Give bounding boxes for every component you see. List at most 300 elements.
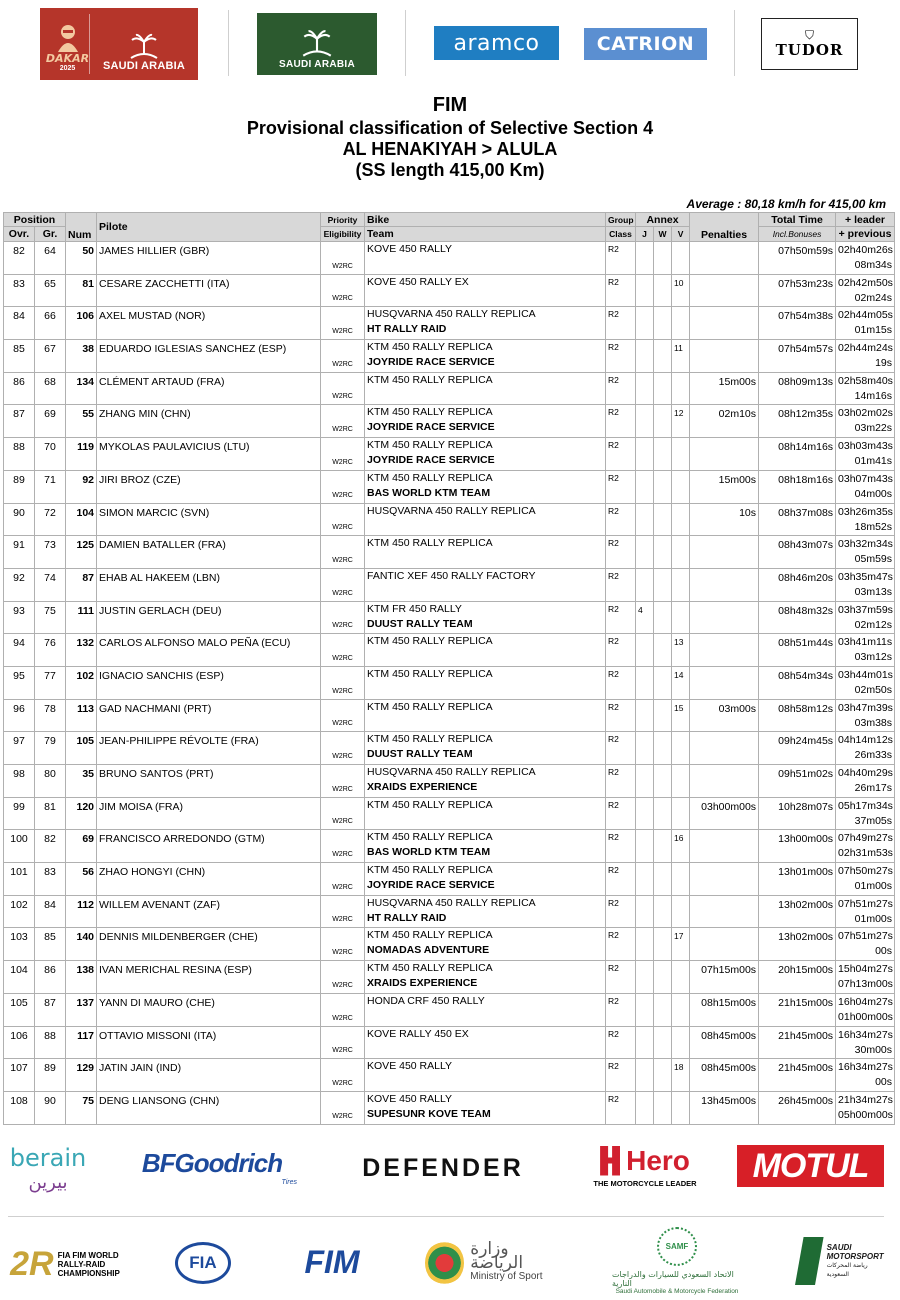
cell-priority: W2RC xyxy=(321,765,365,798)
cell-annex-j xyxy=(636,568,654,601)
cell-bike: HUSQVARNA 450 RALLY REPLICA xyxy=(367,504,536,517)
table-row xyxy=(4,503,895,536)
cell-annex-j xyxy=(636,438,654,471)
cell-penalties: 08h45m00s xyxy=(690,1059,759,1092)
cell-group-class: R2 xyxy=(606,340,636,373)
cell-priority: W2RC xyxy=(321,242,365,275)
cell-priority: W2RC xyxy=(321,699,365,732)
cell-gaps xyxy=(836,732,895,765)
cell-gap-leader: 03h07m43s xyxy=(838,472,893,485)
cell-annex-w xyxy=(654,438,672,471)
cell-penalties xyxy=(690,666,759,699)
table-row xyxy=(4,895,895,928)
cell-number: 134 xyxy=(66,372,97,405)
table-row xyxy=(4,568,895,601)
cell-bike-team xyxy=(365,536,606,569)
cell-gap-previous: 01m00s xyxy=(854,912,893,925)
cell-group-class: R2 xyxy=(606,405,636,438)
cell-annex-j xyxy=(636,242,654,275)
cell-team: XRAIDS EXPERIENCE xyxy=(367,977,478,990)
cell-gap-leader: 04h40m29s xyxy=(838,767,893,779)
cell-penalties xyxy=(690,242,759,275)
cell-bike: KTM 450 RALLY REPLICA xyxy=(367,537,493,550)
cell-number: 106 xyxy=(66,307,97,340)
cell-gap-previous: 01m00s xyxy=(854,880,893,893)
cell-group-class: R2 xyxy=(606,372,636,405)
cell-gap-previous: 02m50s xyxy=(854,683,893,696)
w2rc-line2: RALLY-RAID xyxy=(57,1259,106,1269)
dakar-country: SAUDI ARABIA xyxy=(102,60,186,72)
cell-annex-j xyxy=(636,634,654,667)
cell-number: 117 xyxy=(66,1026,97,1059)
cell-penalties: 02m10s xyxy=(690,405,759,438)
cell-total-time: 09h24m45s xyxy=(759,732,836,765)
cell-bike-team xyxy=(365,634,606,667)
cell-bike-team xyxy=(365,961,606,994)
cell-bike-team xyxy=(365,340,606,373)
cell-bike: KTM 450 RALLY REPLICA xyxy=(367,831,493,844)
sponsor-logos xyxy=(0,1125,900,1300)
cell-total-time: 21h15m00s xyxy=(759,993,836,1026)
tudor-text: TUDOR xyxy=(775,41,844,59)
average-speed: Average : 80,18 km/h for 415,00 km xyxy=(686,197,886,211)
cell-annex-v xyxy=(672,568,690,601)
cell-penalties xyxy=(690,732,759,765)
cell-group-class: R2 xyxy=(606,666,636,699)
cell-team: XRAIDS EXPERIENCE xyxy=(367,781,478,793)
cell-team: DUUST RALLY TEAM xyxy=(367,748,473,761)
divider xyxy=(405,10,406,76)
dakar-year: 2025 xyxy=(59,65,76,72)
fim-logo: FIM xyxy=(304,1243,360,1280)
cell-number: 50 xyxy=(66,242,97,275)
table-row xyxy=(4,438,895,471)
cell-gap-leader: 03h35m47s xyxy=(838,570,893,583)
cell-group-class: R2 xyxy=(606,274,636,307)
cell-total-time: 08h12m35s xyxy=(759,405,836,438)
cell-bike-team xyxy=(365,470,606,503)
cell-overall-position: 102 xyxy=(4,895,35,928)
cell-bike-team xyxy=(365,307,606,340)
cell-group-position: 75 xyxy=(35,601,66,634)
cell-overall-position: 100 xyxy=(4,830,35,863)
header-position: Position xyxy=(4,213,66,227)
cell-annex-w xyxy=(654,536,672,569)
cell-gaps xyxy=(836,666,895,699)
cell-overall-position: 106 xyxy=(4,1026,35,1059)
cell-group-class: R2 xyxy=(606,765,636,798)
divider xyxy=(228,10,229,76)
cell-bike: HONDA CRF 450 RALLY xyxy=(367,994,485,1007)
cell-gaps xyxy=(836,634,895,667)
cell-annex-j xyxy=(636,993,654,1026)
cell-gaps xyxy=(836,372,895,405)
cell-penalties xyxy=(690,307,759,340)
cell-annex-v xyxy=(672,536,690,569)
cell-overall-position: 98 xyxy=(4,765,35,798)
cell-annex-j xyxy=(636,1059,654,1092)
cell-number: 119 xyxy=(66,438,97,471)
cell-gap-previous: 03m38s xyxy=(854,716,893,729)
cell-gaps xyxy=(836,274,895,307)
catrion-logo: CATRION xyxy=(584,28,707,60)
cell-pilot: CESARE ZACCHETTI (ITA) xyxy=(97,274,321,307)
cell-group-position: 74 xyxy=(35,568,66,601)
cell-number: 75 xyxy=(66,1091,97,1124)
table-row xyxy=(4,372,895,405)
cell-gap-leader: 03h26m35s xyxy=(838,505,893,518)
table-row xyxy=(4,340,895,373)
cell-group-class: R2 xyxy=(606,1091,636,1124)
cell-overall-position: 103 xyxy=(4,928,35,961)
cell-annex-w xyxy=(654,634,672,667)
table-row xyxy=(4,928,895,961)
organization-title: FIM xyxy=(432,94,468,116)
table-row xyxy=(4,765,895,798)
cell-bike: KTM 450 RALLY REPLICA xyxy=(367,635,493,648)
cell-pilot: JUSTIN GERLACH (DEU) xyxy=(97,601,321,634)
cell-pilot: ZHAO HONGYI (CHN) xyxy=(97,863,321,896)
cell-priority: W2RC xyxy=(321,372,365,405)
cell-priority: W2RC xyxy=(321,732,365,765)
cell-number: 105 xyxy=(66,732,97,765)
cell-pilot: JATIN JAIN (IND) xyxy=(97,1059,321,1092)
berain-logo xyxy=(8,1133,88,1203)
dakar-word: DAKAR xyxy=(45,52,90,65)
cell-bike-team xyxy=(365,863,606,896)
cell-bike: KTM 450 RALLY REPLICA xyxy=(367,700,493,713)
cell-priority: W2RC xyxy=(321,863,365,896)
cell-annex-j: 4 xyxy=(636,601,654,634)
cell-gap-previous: 01m41s xyxy=(854,455,893,468)
cell-overall-position: 107 xyxy=(4,1059,35,1092)
cell-group-position: 64 xyxy=(35,242,66,275)
table-row xyxy=(4,274,895,307)
cell-priority: W2RC xyxy=(321,307,365,340)
cell-overall-position: 86 xyxy=(4,372,35,405)
w2rc-mark: 2R xyxy=(10,1244,54,1283)
cell-group-class: R2 xyxy=(606,634,636,667)
cell-gap-leader: 02h40m26s xyxy=(838,244,893,256)
cell-gaps xyxy=(836,863,895,896)
cell-priority: W2RC xyxy=(321,503,365,536)
cell-annex-w xyxy=(654,568,672,601)
cell-overall-position: 105 xyxy=(4,993,35,1026)
table-row xyxy=(4,993,895,1026)
cell-group-position: 79 xyxy=(35,732,66,765)
cell-group-class: R2 xyxy=(606,536,636,569)
cell-group-position: 68 xyxy=(35,372,66,405)
cell-bike: KTM FR 450 RALLY xyxy=(367,602,462,615)
cell-priority: W2RC xyxy=(321,1026,365,1059)
cell-pilot: SIMON MARCIC (SVN) xyxy=(97,503,321,536)
cell-annex-w xyxy=(654,993,672,1026)
cell-priority: W2RC xyxy=(321,1059,365,1092)
cell-gaps xyxy=(836,470,895,503)
cell-annex-w xyxy=(654,470,672,503)
hero-logo xyxy=(590,1137,700,1195)
cell-annex-v xyxy=(672,307,690,340)
cell-gap-previous: 02h31m53s xyxy=(838,847,893,860)
cell-overall-position: 108 xyxy=(4,1091,35,1124)
cell-group-position: 84 xyxy=(35,895,66,928)
tudor-logo xyxy=(761,18,858,70)
cell-gap-leader: 02h44m24s xyxy=(838,342,893,355)
ministry-of-sport-logo xyxy=(425,1237,565,1289)
cell-annex-v xyxy=(672,601,690,634)
cell-penalties: 10s xyxy=(690,503,759,536)
cell-priority: W2RC xyxy=(321,340,365,373)
cell-bike: KOVE RALLY 450 EX xyxy=(367,1027,469,1040)
cell-group-position: 83 xyxy=(35,863,66,896)
samf-emblem: SAMF xyxy=(657,1227,697,1266)
cell-number: 112 xyxy=(66,895,97,928)
cell-number: 137 xyxy=(66,993,97,1026)
cell-gap-leader: 07h51m27s xyxy=(838,897,893,910)
cell-bike: KTM 450 RALLY REPLICA xyxy=(367,733,493,746)
cell-annex-v xyxy=(672,503,690,536)
cell-bike-team xyxy=(365,993,606,1026)
cell-group-position: 71 xyxy=(35,470,66,503)
palm-swords-icon xyxy=(127,32,161,60)
cell-pilot: JIRI BROZ (CZE) xyxy=(97,470,321,503)
cell-annex-v xyxy=(672,242,690,275)
cell-annex-j xyxy=(636,765,654,798)
cell-bike: KOVE 450 RALLY xyxy=(367,243,453,255)
cell-bike-team xyxy=(365,732,606,765)
cell-group-position: 77 xyxy=(35,666,66,699)
cell-total-time: 07h54m57s xyxy=(759,340,836,373)
header-annex: Annex xyxy=(636,213,690,227)
cell-number: 81 xyxy=(66,274,97,307)
defender-logo: DEFENDER xyxy=(362,1153,524,1182)
cell-bike-team xyxy=(365,242,606,275)
ministry-emblem-icon xyxy=(425,1241,464,1285)
cell-overall-position: 101 xyxy=(4,863,35,896)
cell-gap-leader: 02h42m50s xyxy=(838,276,893,289)
cell-pilot: CLÉMENT ARTAUD (FRA) xyxy=(97,372,321,405)
cell-group-position: 72 xyxy=(35,503,66,536)
cell-annex-w xyxy=(654,765,672,798)
cell-annex-j xyxy=(636,732,654,765)
smsp-line3: رياضة المحركات السعودية xyxy=(826,1262,868,1278)
cell-annex-v: 17 xyxy=(672,928,690,961)
cell-gap-previous: 03m13s xyxy=(854,585,893,598)
fia-text: FIA xyxy=(175,1242,231,1284)
cell-pilot: EHAB AL HAKEEM (LBN) xyxy=(97,568,321,601)
cell-gap-previous: 03m12s xyxy=(854,651,893,664)
cell-number: 140 xyxy=(66,928,97,961)
cell-gaps xyxy=(836,895,895,928)
fia-logo xyxy=(173,1240,233,1286)
header-class: Class xyxy=(606,227,636,242)
cell-team: NOMADAS ADVENTURE xyxy=(367,944,490,957)
bfgoodrich-sub: Tires xyxy=(281,1179,297,1186)
cell-annex-w xyxy=(654,863,672,896)
cell-gaps xyxy=(836,438,895,471)
cell-pilot: DENG LIANSONG (CHN) xyxy=(97,1091,321,1124)
saudi-arabia-text: SAUDI ARABIA xyxy=(278,59,355,70)
cell-pilot: DENNIS MILDENBERGER (CHE) xyxy=(97,928,321,961)
cell-group-position: 70 xyxy=(35,438,66,471)
cell-group-position: 85 xyxy=(35,928,66,961)
cell-team: BAS WORLD KTM TEAM xyxy=(367,846,491,859)
table-row xyxy=(4,830,895,863)
cell-total-time: 08h14m16s xyxy=(759,438,836,471)
cell-annex-w xyxy=(654,601,672,634)
cell-number: 102 xyxy=(66,666,97,699)
cell-bike: HUSQVARNA 450 RALLY REPLICA xyxy=(367,308,536,321)
cell-gap-previous: 00s xyxy=(875,945,893,958)
cell-gap-leader: 02h44m05s xyxy=(838,309,893,322)
header-row xyxy=(4,213,895,227)
cell-number: 69 xyxy=(66,830,97,863)
ss-length: (SS length 415,00 Km) xyxy=(355,160,545,180)
cell-penalties xyxy=(690,601,759,634)
cell-total-time: 07h50m59s xyxy=(759,242,836,275)
cell-gap-previous: 08m34s xyxy=(854,259,893,271)
cell-pilot: AXEL MUSTAD (NOR) xyxy=(97,307,321,340)
cell-gaps xyxy=(836,1091,895,1124)
cell-penalties xyxy=(690,274,759,307)
cell-bike-team xyxy=(365,372,606,405)
cell-annex-v: 12 xyxy=(672,405,690,438)
cell-bike: KTM 450 RALLY REPLICA xyxy=(367,864,493,877)
cell-group-class: R2 xyxy=(606,242,636,275)
smsp-line1: SAUDI xyxy=(826,1243,852,1252)
cell-pilot: BRUNO SANTOS (PRT) xyxy=(97,765,321,798)
cell-pilot: EDUARDO IGLESIAS SANCHEZ (ESP) xyxy=(97,340,321,373)
cell-annex-w xyxy=(654,307,672,340)
cell-number: 125 xyxy=(66,536,97,569)
cell-number: 138 xyxy=(66,961,97,994)
cell-group-position: 76 xyxy=(35,634,66,667)
cell-annex-j xyxy=(636,470,654,503)
cell-annex-j xyxy=(636,307,654,340)
cell-team: SUPESUNR KOVE TEAM xyxy=(367,1107,491,1120)
table-row xyxy=(4,797,895,830)
cell-group-position: 78 xyxy=(35,699,66,732)
cell-number: 92 xyxy=(66,470,97,503)
cell-group-class: R2 xyxy=(606,699,636,732)
cell-priority: W2RC xyxy=(321,536,365,569)
header-num: Num xyxy=(66,213,97,242)
cell-gap-leader: 07h50m27s xyxy=(838,865,893,878)
cell-annex-j xyxy=(636,928,654,961)
dakar-logo xyxy=(40,8,198,80)
cell-gap-previous: 04m00s xyxy=(854,487,893,500)
cell-overall-position: 88 xyxy=(4,438,35,471)
cell-overall-position: 82 xyxy=(4,242,35,275)
header-group: Group xyxy=(606,213,636,227)
cell-pilot: OTTAVIO MISSONI (ITA) xyxy=(97,1026,321,1059)
cell-annex-w xyxy=(654,340,672,373)
cell-gaps xyxy=(836,961,895,994)
cell-group-class: R2 xyxy=(606,307,636,340)
cell-priority: W2RC xyxy=(321,568,365,601)
cell-total-time: 07h54m38s xyxy=(759,307,836,340)
cell-number: 111 xyxy=(66,601,97,634)
cell-bike: HUSQVARNA 450 RALLY REPLICA xyxy=(367,766,536,778)
cell-bike-team xyxy=(365,895,606,928)
cell-gap-previous: 37m05s xyxy=(854,814,893,827)
cell-group-class: R2 xyxy=(606,503,636,536)
cell-bike: KTM 450 RALLY REPLICA xyxy=(367,929,493,942)
cell-bike: KTM 450 RALLY REPLICA xyxy=(367,667,493,680)
cell-priority: W2RC xyxy=(321,470,365,503)
cell-annex-w xyxy=(654,242,672,275)
cell-bike-team xyxy=(365,666,606,699)
cell-priority: W2RC xyxy=(321,634,365,667)
cell-bike: KTM 450 RALLY REPLICA xyxy=(367,962,493,975)
samf-arabic-text: الاتحاد السعودي للسيارات والدراجات النارية xyxy=(612,1270,734,1288)
cell-number: 38 xyxy=(66,340,97,373)
cell-overall-position: 85 xyxy=(4,340,35,373)
cell-bike: KTM 450 RALLY REPLICA xyxy=(367,439,493,452)
cell-annex-v xyxy=(672,961,690,994)
cell-pilot: JEAN-PHILIPPE RÉVOLTE (FRA) xyxy=(97,732,321,765)
cell-annex-w xyxy=(654,405,672,438)
cell-annex-j xyxy=(636,536,654,569)
cell-bike-team xyxy=(365,601,606,634)
cell-gap-previous: 07h13m00s xyxy=(838,978,893,991)
cell-priority: W2RC xyxy=(321,666,365,699)
cell-priority: W2RC xyxy=(321,961,365,994)
cell-total-time: 21h45m00s xyxy=(759,1059,836,1092)
cell-priority: W2RC xyxy=(321,797,365,830)
cell-group-class: R2 xyxy=(606,1059,636,1092)
header-j: J xyxy=(636,227,654,242)
cell-team: JOYRIDE RACE SERVICE xyxy=(367,421,495,434)
cell-pilot: ZHANG MIN (CHN) xyxy=(97,405,321,438)
cell-team: HT RALLY RAID xyxy=(367,323,447,336)
bfgoodrich-logo xyxy=(127,1149,297,1185)
cell-total-time: 10h28m07s xyxy=(759,797,836,830)
cell-total-time: 08h51m44s xyxy=(759,634,836,667)
cell-pilot: YANN DI MAURO (CHE) xyxy=(97,993,321,1026)
cell-gaps xyxy=(836,568,895,601)
cell-number: 113 xyxy=(66,699,97,732)
cell-annex-w xyxy=(654,274,672,307)
cell-annex-v xyxy=(672,863,690,896)
cell-group-position: 81 xyxy=(35,797,66,830)
cell-total-time: 08h48m32s xyxy=(759,601,836,634)
cell-priority: W2RC xyxy=(321,601,365,634)
cell-team: JOYRIDE RACE SERVICE xyxy=(367,879,495,892)
cell-group-position: 66 xyxy=(35,307,66,340)
cell-gaps xyxy=(836,797,895,830)
table-row xyxy=(4,1091,895,1124)
cell-annex-w xyxy=(654,1059,672,1092)
cell-bike-team xyxy=(365,699,606,732)
table-row xyxy=(4,307,895,340)
cell-penalties: 08h15m00s xyxy=(690,993,759,1026)
table-body xyxy=(4,242,895,1125)
table-row xyxy=(4,1026,895,1059)
cell-annex-j xyxy=(636,1026,654,1059)
hero-sub: THE MOTORCYCLE LEADER xyxy=(593,1178,697,1188)
cell-gaps xyxy=(836,993,895,1026)
cell-group-class: R2 xyxy=(606,1026,636,1059)
header-plus-leader: + leader xyxy=(836,213,895,227)
header-pilote: Pilote xyxy=(97,213,321,242)
cell-annex-j xyxy=(636,1091,654,1124)
cell-annex-v: 15 xyxy=(672,699,690,732)
table-row xyxy=(4,536,895,569)
cell-number: 35 xyxy=(66,765,97,798)
cell-gap-leader: 03h47m39s xyxy=(838,701,893,714)
cell-group-class: R2 xyxy=(606,863,636,896)
